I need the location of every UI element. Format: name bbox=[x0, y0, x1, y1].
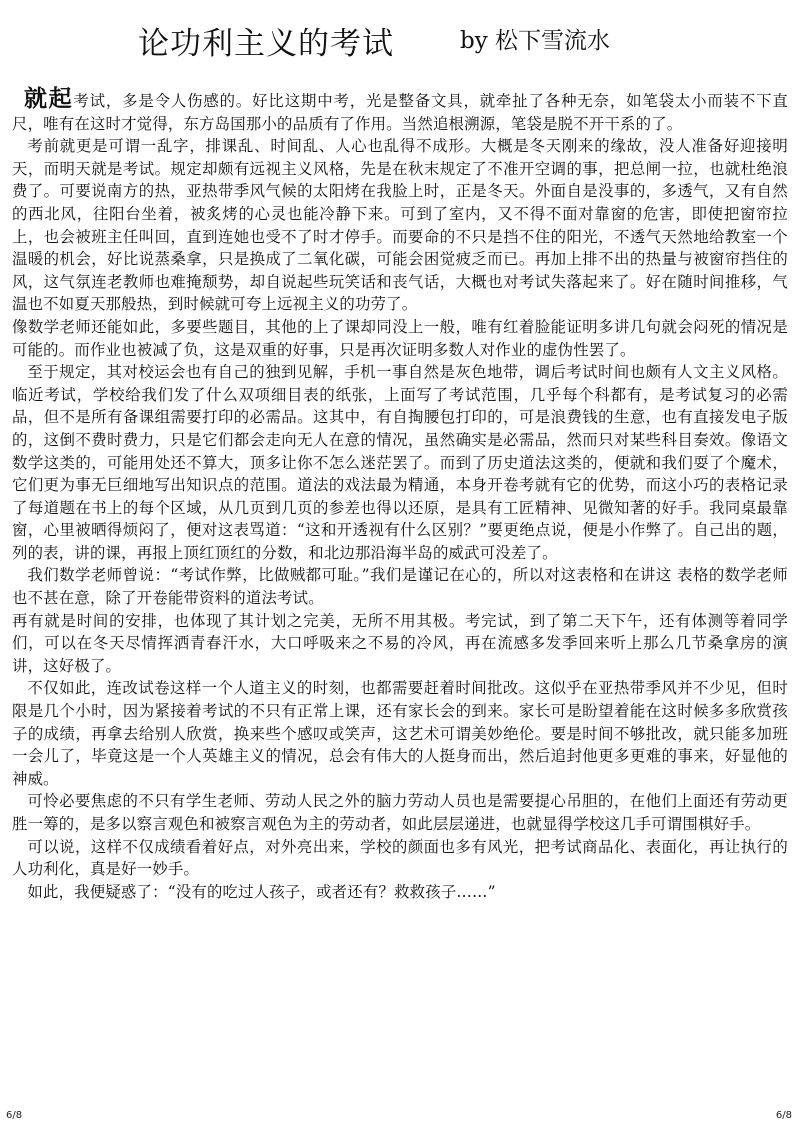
paragraph-8: 可怜必要焦虑的不只有学生老师、劳动人民之外的脑力劳动人员也是需要提心吊胆的，在他们上面还有劳动更胜一筹的，是多以察言观色和被察言观色为主的劳动者，如此层层递进，也就显得学校这几手可谓围棋好手。 bbox=[12, 792, 788, 833]
paragraph-6: 再有就是时间的安排，也体现了其计划之完美，无所不用其极。考完试，到了第二天下午，还有体测等着同学们，可以在冬天尽情挥洒青春汗水，大口呼吸来之不易的冷风，再在流感多发季回来听上那么几节桑拿房的演讲，这好极了。 bbox=[12, 611, 788, 675]
article-body bbox=[12, 85, 788, 903]
paragraph-2: 考前就更是可谓一乱字，排课乱、时间乱、人心也乱得不成形。大概是冬天刚来的缘故，没人准备好迎接明天，而明天就是考试。规定却颇有远视主义风格，先是在秋末规定了不准开空调的事，把总闸一拉，也就杜绝浪费了。可要说南方的热，亚热带季风气候的太阳烤在我脸上时，正是冬天。外面自是没事的，多透气，又有自然的西北风，往阳台坐着，被炙烤的心灵也能冷静下来。可到了室内，又不得不面对靠窗的危害，即使把窗帘拉上，也会被班主任叫回，直到连她也受不了时才停手。而要命的不只是挡不住的阳光，不透气天然地给教室一个温暖的机会，好比说蒸桑拿，只是换成了二氧化碳，可能会困觉疲乏而已。再加上排不出的热量与被窗帘挡住的风，这气氛连老教师也难掩颓势，却自说起些玩笑话和丧气话，大概也对考试失落起来了。好在随时间推移，气温也不如夏天那般热，到时候就可夸上远视主义的功劳了。 bbox=[12, 137, 788, 314]
title-row bbox=[0, 18, 800, 66]
page-number-left: 6/8 bbox=[6, 1110, 23, 1121]
author-byline: by 松下雪流水 bbox=[460, 28, 611, 54]
paragraph-10: 如此，我便疑惑了：“没有的吃过人孩子，或者还有？救救孩子……” bbox=[27, 882, 496, 901]
page-number-right: 6/8 bbox=[775, 1110, 792, 1121]
paragraph-3: 像数学老师还能如此，多要些题目，其他的上了课却同没上一般，唯有红着脸能证明多讲几句就会闷死的情况是可能的。而作业也被减了负，这是双重的好事，只是再次证明多数人对作业的虚伪性罢了。 bbox=[12, 317, 788, 359]
paragraph-1-text: 考试，多是令人伤感的。好比这期中考，光是整备文具，就牵扯了各种无奈，如笔袋太小而装不下直尺，唯有在这时才觉得，东方岛国那小的品质有了作用。当然追根溯源，笔袋是脱不开干系的了。 bbox=[12, 92, 788, 133]
page-title: 论功利主义的考试 bbox=[138, 26, 394, 62]
paragraph-1 bbox=[12, 85, 788, 135]
paragraph-5: 我们数学老师曾说：“考试作弊，比做贼都可耻。”我们是谨记在心的，所以对这表格和在讲这 表格的数学老师也不甚在意，除了开卷能带资料的道法考试。 bbox=[12, 566, 788, 608]
paragraph-9: 可以说，这样不仅成绩看着好点，对外亮出来，学校的颜面也多有风光，把考试商品化、表面化，再让执行的人功利化，真是好一妙手。 bbox=[12, 837, 788, 879]
paragraph-7: 不仅如此，连改试卷这样一个人道主义的时刻，也都需要赶着时间批改。这似乎在亚热带季风并不少见，但时限是几个小时，因为紧接着考试的不只有正常上课，还有家长会的到来。家长可是盼望着能在这时候多多欣赏孩子的成绩，再拿去给别人欣赏，换来些个感叹或笑声，这艺术可谓美妙绝伦。要是时间不够批改，就只能多加班一会儿了，毕竟这是一个人英雄主义的情况，总会有伟大的人挺身而出，然后追封他更多更难的事来，好显他的神威。 bbox=[12, 679, 788, 788]
lead-characters: 就起 bbox=[24, 85, 74, 112]
paragraph-4: 至于规定，其对校运会也有自己的独到见解，手机一事自然是灰色地带，调后考试时间也颇有人文主义风格。临近考试，学校给我们发了什么双项细目表的纸张，上面写了考试范围，几乎每个科都有，是考试复习的必需品，但不是所有备课组需要打印的必需品。这其中，有自掏腰包打印的，可是浪费钱的生意，也有直接发电子版的，这倒不费时费力，只是它们都会走向无人在意的情况，虽然确实是必需品，然而只对某些科目奏效。像语文数学这类的，可能用处还不算大，顶多让你不怎么迷茫罢了。而到了历史道法这类的，便就和我们耍了个魔术，它们更为事无巨细地写出知识点的范围。道法的戏法最为精通，本身开卷考就有它的优势，而这小巧的表格记录了每道题在书上的每个区域，从几页到几页的参差也得以还原，是具有工匠精神、见微知著的好手。我同桌最靠窗，心里被晒得烦闷了，便对这表骂道：“这和开透视有什么区别？”要更绝点说，便是小作弊了。自己出的题，列的表，讲的课，再报上顶红顶红的分数，和北边那沿海半岛的威武可没差了。 bbox=[12, 363, 788, 562]
